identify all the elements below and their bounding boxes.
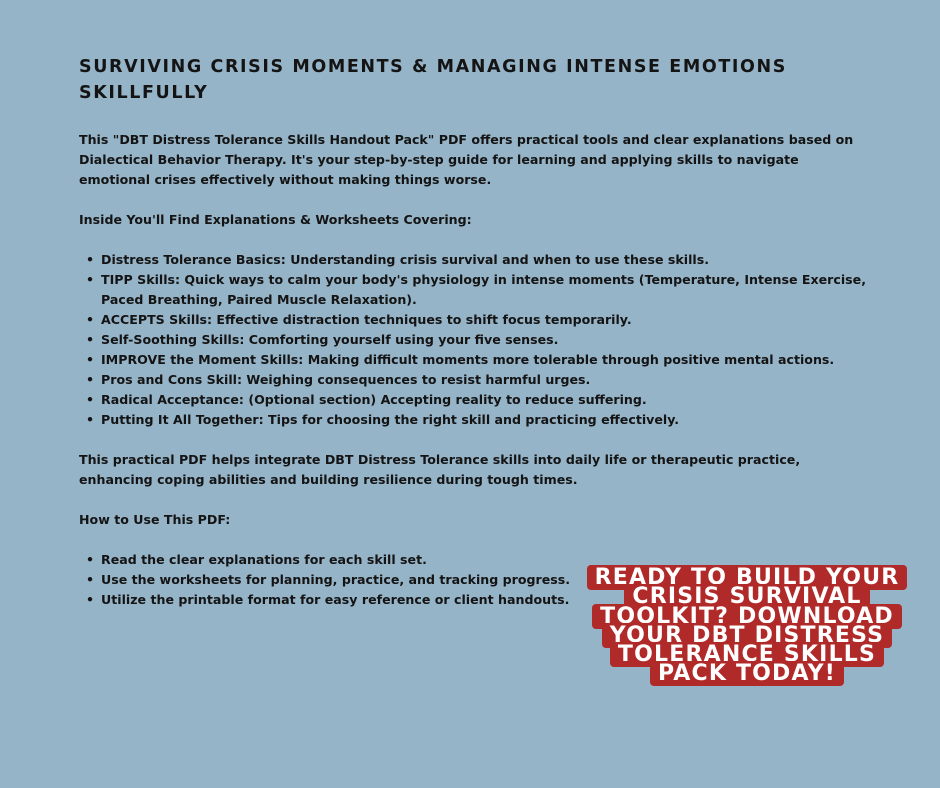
inside-heading: Inside You'll Find Explanations & Worksheets Covering: [79,212,472,227]
list-item: • ACCEPTS Skills: Effective distraction techniques to shift focus temporarily. [101,310,869,330]
list-item: • Radical Acceptance: (Optional section) Accepting reality to reduce suffering. [101,390,869,410]
summary-paragraph: This practical PDF helps integrate DBT Distress Tolerance skills into daily life or therapeutic practice, enhancing coping abilities and building resilience during tough times. [79,452,801,487]
page-title: SURVIVING CRISIS MOMENTS & MANAGING INTENSE EMOTIONS SKILLFULLY [79,57,787,103]
list-item: • IMPROVE the Moment Skills: Making difficult moments more tolerable through positive mental actions. [101,350,869,370]
call-to-action-text: READY TO BUILD YOUR CRISIS SURVIVAL TOOLKIT? DOWNLOAD YOUR DBT DISTRESS TOLERANCE SKILLS PACK TODAY! [587,565,908,686]
list-item: • TIPP Skills: Quick ways to calm your body's physiology in intense moments (Temperature, Intense Exercise, Paced Breathing, Paired Muscle Relaxation). [101,270,869,310]
list-item: • Utilize the printable format for easy reference or client handouts. [101,590,869,610]
list-item: • Pros and Cons Skill: Weighing consequences to resist harmful urges. [101,370,869,390]
list-item: • Distress Tolerance Basics: Understanding crisis survival and when to use these skills. [101,250,869,270]
list-item: • Use the worksheets for planning, practice, and tracking progress. [101,570,869,590]
list-item: • Putting It All Together: Tips for choosing the right skill and practicing effectively. [101,410,869,430]
list-item: • Read the clear explanations for each skill set. [101,550,869,570]
call-to-action-banner [577,565,917,687]
list-item: • Self-Soothing Skills: Comforting yourself using your five senses. [101,330,869,350]
howto-heading: How to Use This PDF: [79,512,231,527]
inside-list [79,250,869,430]
intro-paragraph: This "DBT Distress Tolerance Skills Handout Pack" PDF offers practical tools and clear explanations based on Dialectical Behavior Therapy. It's your step-by-step guide for learning and applying skills to navigate emotional crises effectively without making things worse. [79,132,854,187]
main-content [79,54,869,610]
